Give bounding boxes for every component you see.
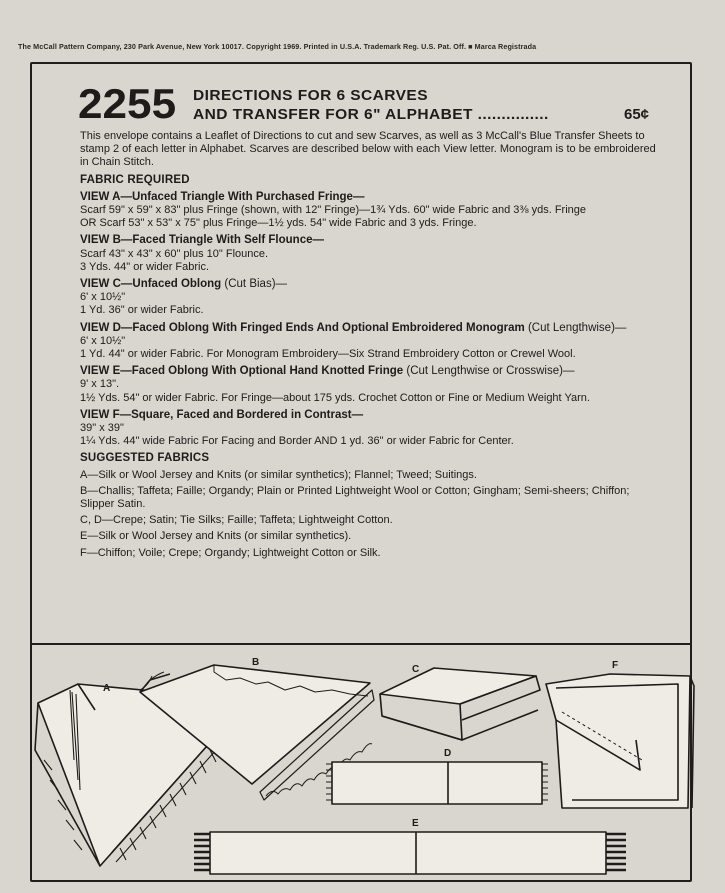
scarf-f-drawing: [546, 674, 694, 808]
view-d-title: VIEW D—Faced Oblong With Fringed Ends And Optional Embroidered Monogram (Cut Lengthwise)—: [80, 321, 627, 334]
view-f-title: VIEW F—Square, Faced and Bordered in Contrast—: [80, 408, 364, 421]
view-e-line-1: 9' x 13".: [80, 378, 120, 391]
view-a-title: VIEW A—Unfaced Triangle With Purchased Fringe—: [80, 190, 365, 203]
label-a: A: [103, 683, 111, 694]
publisher-line: The McCall Pattern Company, 230 Park Avenue, New York 10017. Copyright 1969. Printed in U.S.A. Trademark Reg. U.S. Pat. Off. ■ Marca Registrada: [18, 42, 537, 51]
view-d-line-1: 6' x 10½": [80, 334, 126, 347]
pattern-number: 2255: [78, 80, 177, 127]
view-d-line-2: 1 Yd. 44" or wider Fabric. For Monogram Embroidery—Six Strand Embroidery Cotton or Crewel Wool.: [80, 348, 576, 361]
view-e-title: VIEW E—Faced Oblong With Optional Hand Knotted Fringe (Cut Lengthwise or Crosswise)—: [80, 365, 575, 378]
label-e: E: [412, 818, 419, 829]
label-f: F: [612, 660, 619, 671]
fabric-required-heading: FABRIC REQUIRED: [80, 173, 190, 186]
view-c-line-2: 1 Yd. 36" or wider Fabric.: [80, 304, 204, 317]
view-b-line-2: 3 Yds. 44" or wider Fabric.: [80, 260, 210, 273]
view-b-title: VIEW B—Faced Triangle With Self Flounce—: [80, 234, 324, 247]
fabric-b: B—Challis; Taffeta; Faille; Organdy; Plain or Printed Lightweight Wool or Cotton; Gingham; Semi-sheers; Chiffon; Slipper Satin.: [80, 484, 630, 511]
view-f-line-2: 1¼ Yds. 44" wide Fabric For Facing and Border AND 1 yd. 36" or wider Fabric for Center.: [80, 435, 514, 448]
fabric-cd: C, D—Crepe; Satin; Tie Silks; Faille; Taffeta; Lightweight Cotton.: [80, 514, 393, 527]
view-f-line-1: 39" x 39": [80, 422, 124, 435]
pattern-title-line1: DIRECTIONS FOR 6 SCARVES: [193, 88, 428, 104]
view-a-line-2: OR Scarf 53" x 53" x 75" plus Fringe—1½ yds. 54" wide Fabric and 3 yds. Fringe.: [80, 217, 477, 230]
label-c: C: [412, 664, 420, 675]
fabric-f: F—Chiffon; Voile; Crepe; Organdy; Lightweight Cotton or Silk.: [80, 546, 381, 559]
view-a-line-1: Scarf 59" x 59" x 83" plus Fringe (shown, with 12" Fringe)—1¾ Yds. 60" wide Fabric and 3⅜ yds. Fringe: [80, 204, 587, 217]
view-b-line-1: Scarf 43" x 43" x 60" plus 10" Flounce.: [80, 247, 269, 260]
intro-paragraph: This envelope contains a Leaflet of Directions to cut and sew Scarves, as well as 3 McCall's Blue Transfer Sheets to stamp 2 of each letter in Alphabet. Scarves are described below with each View letter. Monogram is to be embroidered in Chain Stitch.: [80, 130, 656, 169]
scarf-c-drawing: [380, 668, 540, 740]
view-e-line-2: 1½ Yds. 54" or wider Fabric. For Fringe—about 175 yds. Crochet Cotton or Fine or Medium Weight Yarn.: [80, 391, 590, 404]
pattern-title-line2: AND TRANSFER FOR 6" ALPHABET ...............: [193, 107, 549, 123]
label-d: D: [444, 748, 452, 759]
label-b: B: [252, 657, 260, 668]
suggested-fabrics-heading: SUGGESTED FABRICS: [80, 452, 210, 465]
view-c-line-1: 6' x 10½": [80, 291, 126, 304]
fabric-a: A—Silk or Wool Jersey and Knits (or similar synthetics); Flannel; Tweed; Suitings.: [80, 468, 477, 481]
fabric-e: E—Silk or Wool Jersey and Knits (or similar synthetics).: [80, 530, 352, 543]
scarf-e-drawing: [194, 832, 626, 874]
view-c-title: VIEW C—Unfaced Oblong (Cut Bias)—: [80, 278, 288, 291]
scarf-d-drawing: [326, 762, 548, 804]
pattern-price: 65¢: [624, 106, 650, 123]
